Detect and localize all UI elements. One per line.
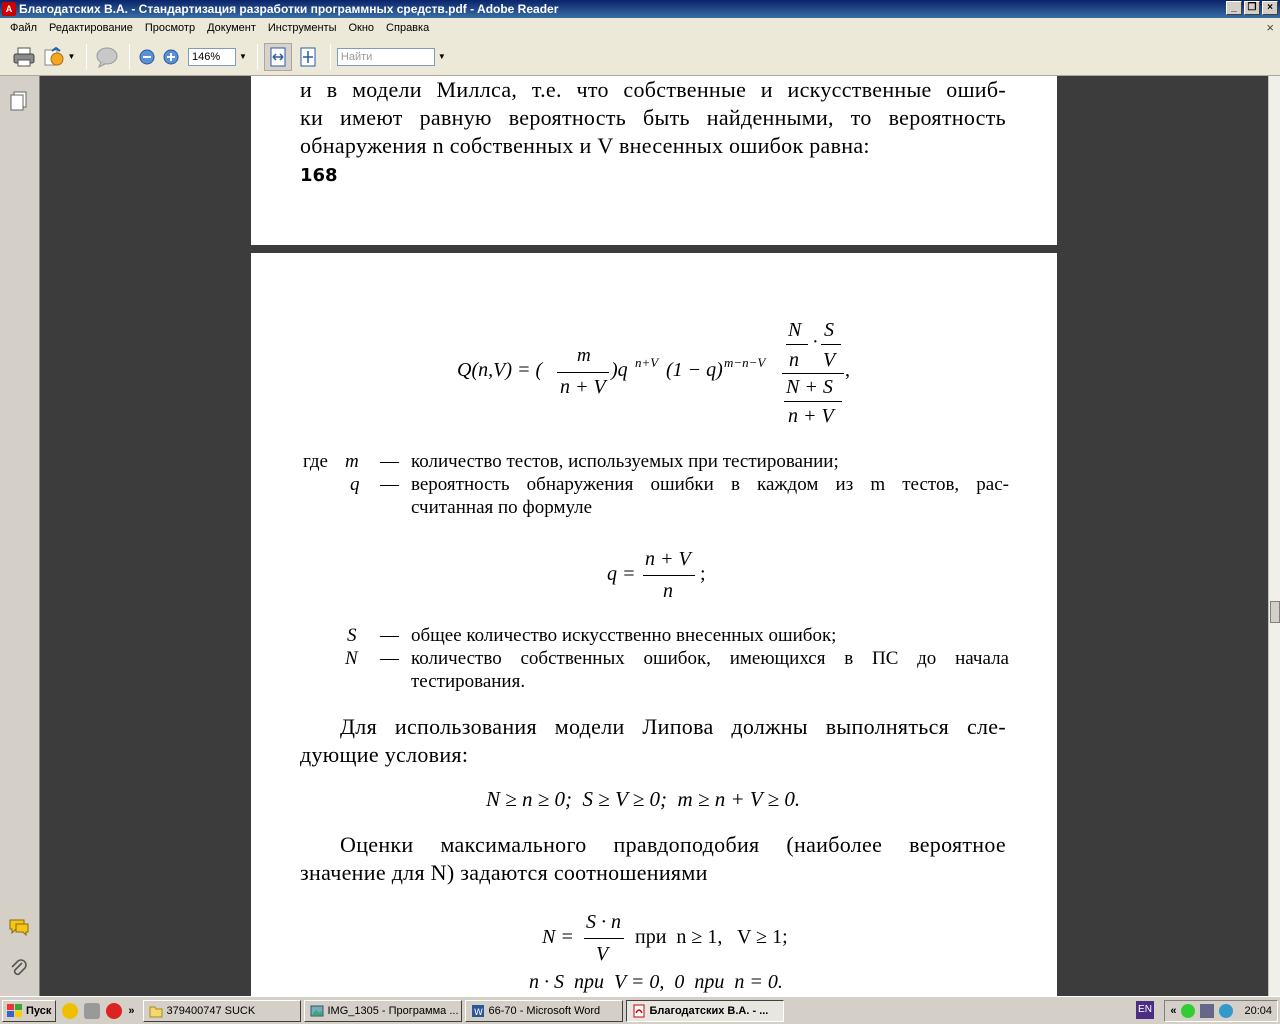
menu-window[interactable]: Окно [348,22,375,34]
find-input[interactable]: Найти [337,48,435,66]
vertical-scrollbar[interactable] [1268,76,1280,996]
close-document-icon[interactable]: × [1266,20,1274,35]
tray-network-icon[interactable] [1200,1004,1214,1018]
comments-panel-icon[interactable] [8,916,30,938]
scrollbar-thumb[interactable] [1270,601,1280,623]
menu-bar [0,18,1280,38]
fit-page-button[interactable] [294,43,322,71]
menu-file[interactable]: Файл [10,22,38,34]
windows-logo-icon [7,1004,23,1018]
formula-conditions: N ≥ n ≥ 0; S ≥ V ≥ 0; m ≥ n + V ≥ 0. [486,787,801,811]
document-view[interactable] [41,76,1268,996]
attachments-panel-icon[interactable] [8,958,30,980]
paragraph-conditions: Для использования модели Липова должны выполняться сле- дующие условия: [300,714,1006,767]
tray-app-icon[interactable] [1181,1004,1195,1018]
quicklaunch-app-icon[interactable] [62,1003,78,1019]
pdf-page-169: Q(n,V) = ( m n + V )q n+V (1 − q) m−n−V N n · S V N + S n + V , где m — количество тестов, используемых при тестировании; q — вероятность обнаружения ошибки в каждом из m тестов, рас- считанная по формуле q = n + V n ; S — общее количество искусственно внесенных ошибок; N — количество собственных ошибок, имеющихся в ПС до начала тестирования. Для использования модели Липова должны выполняться сле- дующие условия: N ≥ n ≥ 0; S ≥ V ≥ 0; m ≥ n + V ≥ 0. Оценки максимального правдоподобия (наиболее вероятное значение для N) задаются соотношениями N = S · n V при n ≥ 1, V ≥ 1; n · S при V = 0, 0 при n = 0. [251,253,1057,996]
comment-icon [95,46,119,68]
menu-view[interactable]: Просмотр [144,22,196,34]
title-bar [0,0,1280,18]
window-title: Благодатских В.А. - Стандартизация разработки программных средств.pdf - Adobe Reader [19,2,559,16]
start-button[interactable]: Пуск [2,1000,56,1022]
paragraph-estimates: Оценки максимального правдоподобия (наиболее вероятное значение для N) задаются соотношениями [300,832,1006,885]
formula-n-cases: n · S при V = 0, 0 при n = 0. [529,971,783,993]
zoom-dropdown-icon[interactable]: ▼ [239,52,247,61]
minimize-button[interactable]: _ [1226,1,1242,15]
pages-panel-icon[interactable] [8,90,30,112]
task-word[interactable]: W 66-70 - Microsoft Word [465,1000,623,1022]
quicklaunch-media-icon[interactable] [84,1003,100,1019]
share-icon [43,47,65,67]
print-button[interactable] [10,43,38,71]
zoom-out-icon [139,49,155,65]
zoom-out-button[interactable] [136,43,158,71]
menu-edit[interactable]: Редактирование [49,22,133,34]
maximize-button[interactable]: ❐ [1244,1,1260,15]
clock[interactable]: 20:04 [1244,1005,1272,1017]
task-adobe-reader[interactable]: Благодатских В.А. - ... [626,1000,784,1022]
pdf-icon [632,1004,646,1018]
definitions-list-2: S — общее количество искусственно внесенных ошибок; N — количество собственных ошибок, имеющихся в ПС до начала тестирования. [345,625,1009,692]
menu-help[interactable]: Справка [386,22,430,34]
toolbar [0,38,1280,76]
page-number: 168 [300,165,338,186]
text-line: обнаружения n собственных и V внесенных ошибок равна: [300,133,870,158]
task-image-viewer[interactable]: IMG_1305 - Программа ... [304,1000,462,1022]
pdf-page-168 [251,76,1057,245]
fit-width-icon [269,47,287,67]
image-icon [310,1004,324,1018]
adobe-reader-icon: A [2,2,16,16]
zoom-in-icon [163,49,179,65]
zoom-in-button[interactable] [160,43,182,71]
taskbar [0,996,1280,1024]
menu-tools[interactable]: Инструменты [267,22,337,34]
quicklaunch-opera-icon[interactable] [106,1003,122,1019]
word-icon [471,1004,485,1018]
svg-text:W: W [473,1007,483,1018]
language-indicator[interactable]: EN [1136,1001,1154,1019]
folder-icon [149,1004,163,1018]
tray-status-icon[interactable] [1219,1004,1233,1018]
tray-expand-icon[interactable]: « [1170,1005,1177,1017]
comment-button[interactable] [93,43,121,71]
system-tray [1164,1000,1278,1022]
find-dropdown-icon[interactable]: ▼ [437,52,446,61]
text-line: и в модели Миллса, т.е. что собственные и искусственные ошиб- [300,77,1006,102]
close-button[interactable]: × [1262,1,1278,15]
share-button[interactable]: ▼ [40,43,78,71]
page1-text [300,76,1006,160]
printer-icon [13,47,35,67]
fit-width-button[interactable] [264,43,292,71]
fit-page-icon [299,47,317,67]
definitions-list: где m — количество тестов, используемых при тестировании; q — вероятность обнаружения ошибки в каждом из m тестов, рас- считанная по формуле [303,451,1009,518]
navigation-pane [0,76,40,996]
quicklaunch-more-icon[interactable]: » [128,1004,135,1017]
text-line: ки имеют равную вероятность быть найденными, то вероятность [300,105,1006,130]
menu-document[interactable]: Документ [207,22,256,34]
zoom-level-field[interactable]: 146% [188,48,236,66]
task-folder[interactable]: 379400747 SUCK [143,1000,301,1022]
